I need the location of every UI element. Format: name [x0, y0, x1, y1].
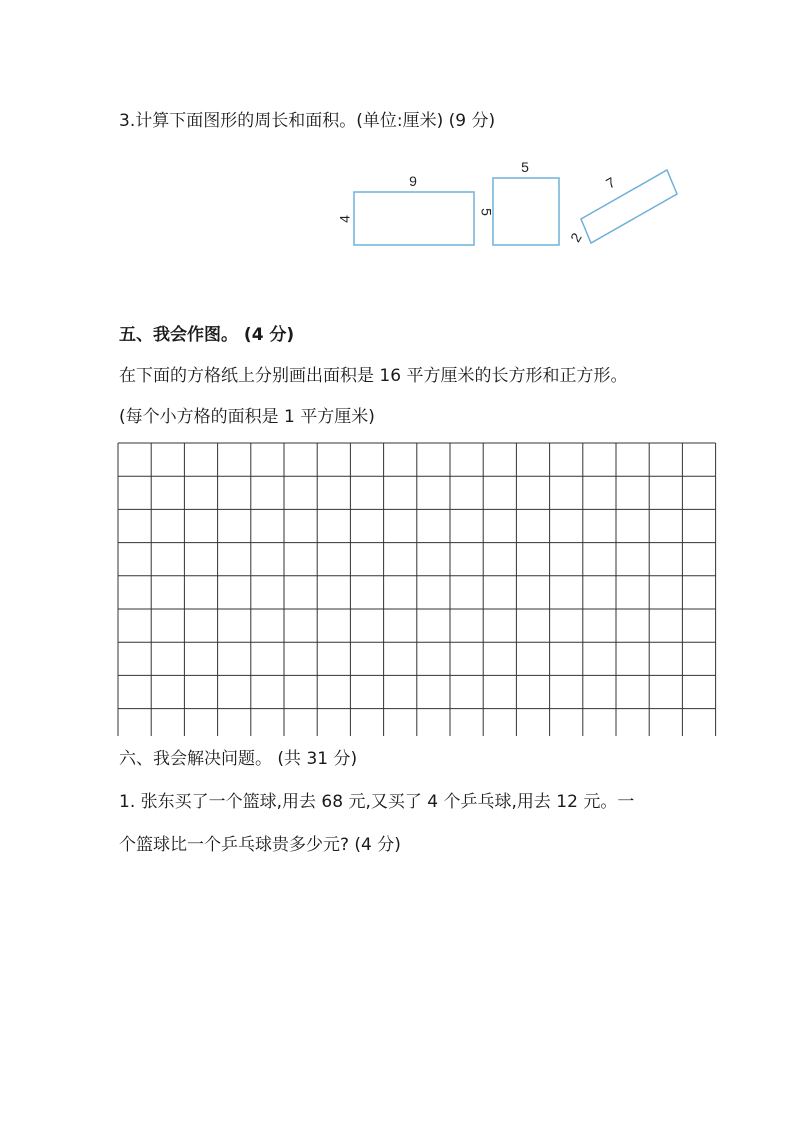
- section-5-instruction: 在下面的方格纸上分别画出面积是 16 平方厘米的长方形和正方形。: [119, 366, 628, 386]
- square-height-label: 5: [478, 208, 495, 216]
- question-6-1-line-1: 1. 张东买了一个篮球,用去 68 元,又买了 4 个乒乓球,用去 12 元。一: [119, 792, 635, 812]
- rectangle-height-label: 4: [336, 215, 353, 223]
- section-5-note: (每个小方格的面积是 1 平方厘米): [119, 407, 375, 427]
- tilted-rectangle-length-label: 7: [603, 173, 618, 192]
- rectangle-shape: [354, 192, 474, 245]
- square-grid-paper[interactable]: [117, 442, 717, 736]
- tilted-rectangle-shape: [581, 170, 677, 243]
- question-3-text: 3.计算下面图形的周长和面积。(单位:厘米) (9 分): [119, 111, 496, 131]
- rectangle-width-label: 9: [409, 173, 417, 189]
- shape-figures: [0, 0, 800, 300]
- section-6-heading: 六、我会解决问题。 (共 31 分): [119, 749, 358, 769]
- section-5-heading: 五、我会作图。 (4 分): [119, 325, 295, 345]
- square-width-label: 5: [521, 159, 529, 175]
- question-6-1-line-2: 个篮球比一个乒乓球贵多少元? (4 分): [119, 835, 401, 855]
- square-shape: [493, 178, 559, 245]
- tilted-rectangle-width-label: 2: [566, 229, 585, 245]
